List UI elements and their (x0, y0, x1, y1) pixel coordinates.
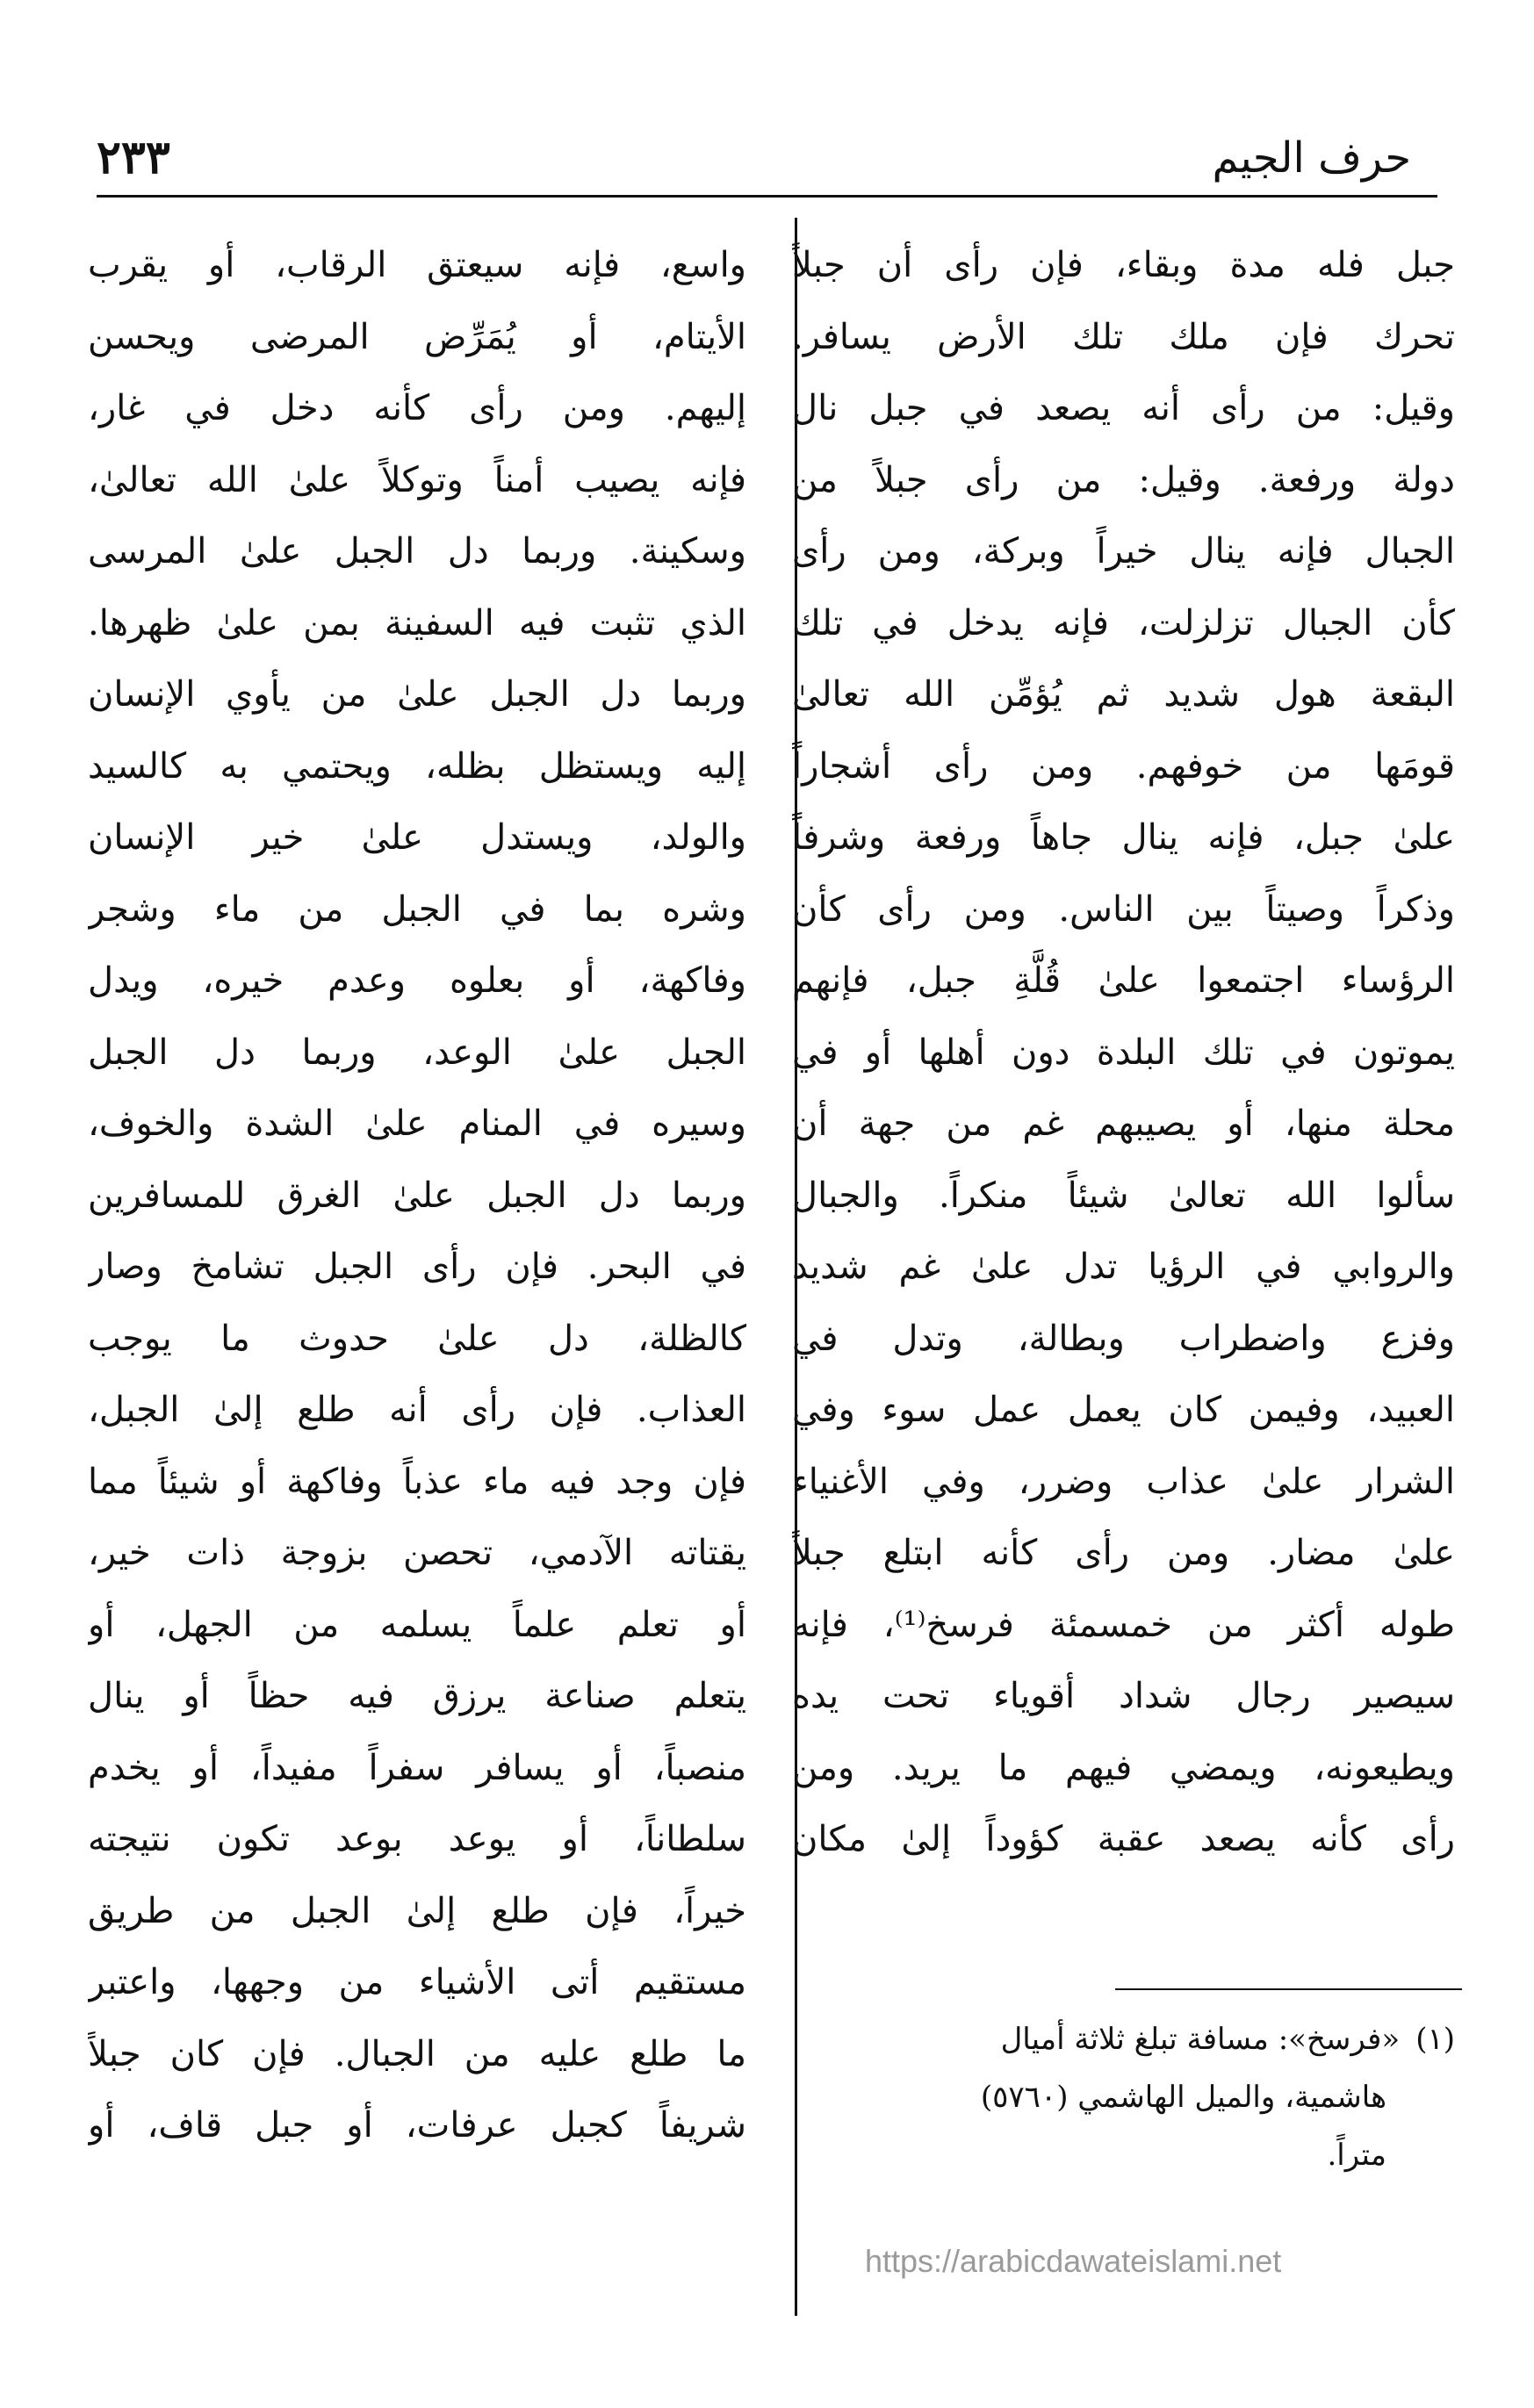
text-line: وربما دل الجبل علىٰ من يأوي الإنسان (88, 674, 746, 715)
text-line: الشرار علىٰ عذاب وضرر، وفي الأغنياء (792, 1461, 1455, 1502)
text-line: تحرك فإن ملك تلك الأرض يسافر. (792, 316, 1455, 357)
text-line: إليه ويستظل بظله، ويحتمي به كالسيد (88, 745, 746, 787)
text-line: منصباً، أو يسافر سفراً مفيداً، أو يخدم (88, 1747, 746, 1788)
text-line: وربما دل الجبل علىٰ الغرق للمسافرين (88, 1175, 746, 1216)
text-line: وسيره في المنام علىٰ الشدة والخوف، (88, 1103, 746, 1144)
footnote-rule (1115, 1988, 1462, 1990)
text-line: وقيل: من رأى أنه يصعد في جبل نال (792, 388, 1455, 428)
text-line: البقعة هول شديد ثم يُؤمِّن الله تعالىٰ (792, 674, 1455, 715)
text-line: والولد، ويستدل علىٰ خير الإنسان (88, 817, 746, 858)
left-column (88, 230, 746, 2162)
watermark-url: https://arabicdawateislami.net (865, 2243, 1282, 2279)
footnote-line (792, 2010, 1455, 2068)
header-rule (97, 195, 1437, 198)
text-line: علىٰ مضار. ومن رأى كأنه ابتلع جبلاً (792, 1533, 1455, 1573)
text-line: فإن وجد فيه ماء عذباً وفاكهة أو شيئاً مما (88, 1461, 746, 1502)
footnote-text: «فرسخ»: مسافة تبلغ ثلاثة أميال (1000, 2022, 1401, 2057)
running-head (97, 132, 1437, 193)
text-line: الجبال فإنه ينال خيراً وبركة، ومن رأى (792, 531, 1455, 571)
text-line: في البحر. فإن رأى الجبل تشامخ وصار (88, 1247, 746, 1287)
footnote-line: هاشمية، والميل الهاشمي (٥٧٦٠) (980, 2080, 1386, 2115)
footnote-line: متراً. (1327, 2138, 1386, 2173)
text-line: ما طلع عليه من الجبال. فإن كان جبلاً (88, 2033, 746, 2074)
text-line: العبيد، وفيمن كان يعمل عمل سوء وفي (792, 1390, 1455, 1430)
text-line: إليهم. ومن رأى كأنه دخل في غار، (88, 388, 746, 428)
text-line: ويطيعونه، ويمضي فيهم ما يريد. ومن (792, 1747, 1455, 1788)
chapter-title: حرف الجيم (1212, 133, 1411, 183)
text-line: دولة ورفعة. وقيل: من رأى جبلاً من (792, 459, 1455, 500)
text-line: رأى كأنه يصعد عقبة كؤوداً إلىٰ مكان (792, 1819, 1455, 1859)
page-number: ٢٣٣ (97, 131, 170, 184)
footnote-number: (١) (1415, 2022, 1455, 2057)
text-line: كأن الجبال تزلزلت، فإنه يدخل في تلك (792, 602, 1455, 643)
text-line: الأيتام، أو يُمَرِّض المرضى ويحسن (88, 316, 746, 357)
text-line: يقتاته الآدمي، تحصن بزوجة ذات خير، (88, 1533, 746, 1573)
text-line: وذكراً وصيتاً بين الناس. ومن رأى كأن (792, 888, 1455, 930)
text-line: سيصير رجال شداد أقوياء تحت يده (792, 1676, 1455, 1716)
text-line: واسع، فإنه سيعتق الرقاب، أو يقرب (88, 245, 746, 285)
text-line: سألوا الله تعالىٰ شيئاً منكراً. والجبال (792, 1175, 1455, 1216)
text-line: يموتون في تلك البلدة دون أهلها أو في (792, 1031, 1455, 1073)
footnote (792, 2010, 1455, 2184)
text-line: الجبل علىٰ الوعد، وربما دل الجبل (88, 1031, 746, 1073)
text-line: وسكينة. وربما دل الجبل علىٰ المرسى (88, 531, 746, 571)
text-line: أو تعلم علماً يسلمه من الجهل، أو (88, 1604, 746, 1645)
text-line: والروابي في الرؤيا تدل علىٰ غم شديد (792, 1247, 1455, 1287)
text-line: سلطاناً، أو يوعد بوعد تكون نتيجته (88, 1819, 746, 1859)
text-line: قومَها من خوفهم. ومن رأى أشجاراً (792, 745, 1455, 787)
text-line: الذي تثبت فيه السفينة بمن علىٰ ظهرها. (88, 602, 746, 643)
text-line: محلة منها، أو يصيبهم غم من جهة أن (792, 1103, 1455, 1144)
text-line: فإنه يصيب أمناً وتوكلاً علىٰ الله تعالىٰ، (88, 459, 746, 500)
text-line: الرؤساء اجتمعوا علىٰ قُلَّةِ جبل، فإنهم (792, 960, 1455, 1001)
text-line: وفزع واضطراب وبطالة، وتدل في (792, 1318, 1455, 1359)
text-line: وشره بما في الجبل من ماء وشجر (88, 888, 746, 930)
text-line: وفاكهة، أو بعلوه وعدم خيره، ويدل (88, 960, 746, 1001)
text-line: يتعلم صناعة يرزق فيه حظاً أو ينال (88, 1676, 746, 1716)
right-column (792, 230, 1455, 1876)
text-line: كالظلة، دل علىٰ حدوث ما يوجب (88, 1318, 746, 1359)
text-line: جبل فله مدة وبقاء، فإن رأى أن جبلاً (792, 245, 1455, 285)
text-line: العذاب. فإن رأى أنه طلع إلىٰ الجبل، (88, 1390, 746, 1430)
text-line: مستقيم أتى الأشياء من وجهها، واعتبر (88, 1962, 746, 2002)
text-line: علىٰ جبل، فإنه ينال جاهاً ورفعة وشرفاً (792, 817, 1455, 858)
text-line: خيراً، فإن طلع إلىٰ الجبل من طريق (88, 1890, 746, 1931)
text-line: شريفاً كجبل عرفات، أو جبل قاف، أو (88, 2105, 746, 2146)
text-line: طوله أكثر من خمسمئة فرسخ⁽¹⁾، فإنه (792, 1604, 1455, 1645)
